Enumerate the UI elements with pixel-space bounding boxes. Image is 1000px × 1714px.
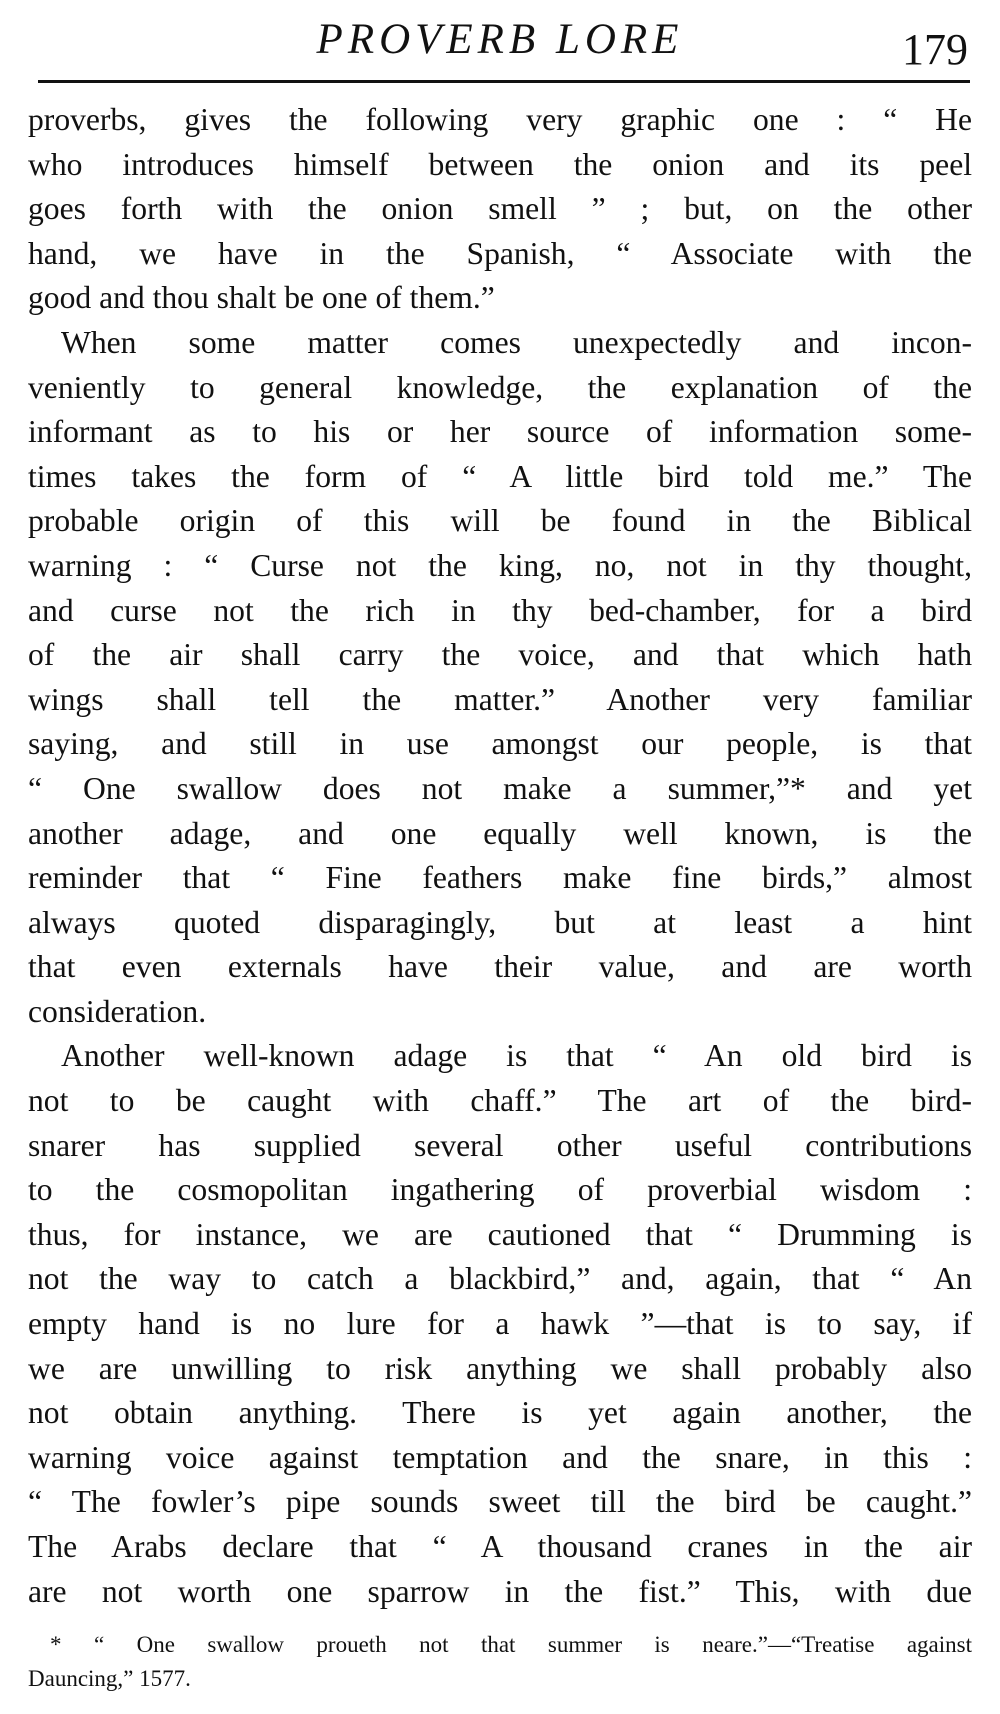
paragraph-line: probable origin of this will be found in the Biblical: [28, 503, 972, 539]
paragraph-1: [28, 98, 972, 321]
paragraph-line: warning voice against temptation and the snare, in this :: [28, 1439, 972, 1475]
paragraph-line: The Arabs declare that “ A thousand cranes in the air: [28, 1529, 972, 1564]
running-title: PROVERB LORE: [316, 16, 684, 63]
paragraph-line: consideration.: [28, 993, 207, 1029]
paragraph-line: “ One swallow does not make a summer,”* and yet: [28, 770, 972, 806]
paragraph-line: warning : “ Curse not the king, no, not in thy thought,: [28, 547, 972, 583]
paragraph-line: not obtain anything. There is yet again another, the: [28, 1395, 972, 1431]
paragraph-line: who introduces himself between the onion and its peel: [28, 146, 972, 182]
paragraph-line: goes forth with the onion smell ” ; but, on the other: [28, 191, 972, 227]
paragraph-line: of the air shall carry the voice, and that which hath: [28, 637, 972, 673]
paragraph-line: proverbs, gives the following very graphic one : “ He: [28, 102, 972, 137]
paragraph-line: to the cosmopolitan ingathering of proverbial wisdom :: [28, 1172, 972, 1208]
paragraph-line: empty hand is no lure for a hawk ”—that is to say, if: [28, 1306, 972, 1342]
paragraph-line: hand, we have in the Spanish, “ Associate with the: [28, 235, 972, 271]
footnote-line: * “ One swallow proueth not that summer is neare.”—“Treatise against: [50, 1632, 972, 1658]
paragraph-line: another adage, and one equally well known, is the: [28, 815, 972, 851]
paragraph-line: “ The fowler’s pipe sounds sweet till the bird be caught.”: [28, 1484, 972, 1520]
paragraph-line: veniently to general knowledge, the explanation of the: [28, 369, 972, 405]
body-text: [28, 98, 972, 1614]
paragraph-line: good and thou shalt be one of them.”: [28, 280, 495, 316]
paragraph-line: saying, and still in use amongst our people, is that: [28, 726, 972, 762]
page-header: [28, 0, 972, 86]
paragraph-line: times takes the form of “ A little bird told me.” The: [28, 458, 972, 494]
paragraph-3: [28, 1034, 972, 1614]
paragraph-line: informant as to his or her source of information some-: [28, 414, 972, 450]
paragraph-line: Another well-known adage is that “ An old bird is: [61, 1038, 972, 1074]
footnote: [28, 1628, 972, 1696]
book-page: [28, 0, 972, 1696]
paragraph-line: that even externals have their value, and are worth: [28, 949, 972, 985]
header-rule: [38, 80, 970, 83]
paragraph-line: not the way to catch a blackbird,” and, again, that “ An: [28, 1261, 972, 1297]
paragraph-line: reminder that “ Fine feathers make fine birds,” almost: [28, 860, 972, 896]
paragraph-line: we are unwilling to risk anything we shall probably also: [28, 1350, 972, 1386]
paragraph-line: thus, for instance, we are cautioned that “ Drumming is: [28, 1216, 972, 1252]
paragraph-line: are not worth one sparrow in the fist.” This, with due: [28, 1573, 972, 1609]
paragraph-line: When some matter comes unexpectedly and incon-: [61, 324, 972, 360]
page-number: 179: [902, 25, 968, 74]
paragraph-line: wings shall tell the matter.” Another very familiar: [28, 681, 972, 717]
paragraph-line: always quoted disparagingly, but at least a hint: [28, 904, 972, 940]
paragraph-line: and curse not the rich in thy bed-chamber, for a bird: [28, 592, 972, 628]
paragraph-2: [28, 321, 972, 1035]
paragraph-line: not to be caught with chaff.” The art of the bird-: [28, 1083, 972, 1119]
paragraph-line: snarer has supplied several other useful contributions: [28, 1127, 972, 1163]
footnote-line: Dauncing,” 1577.: [28, 1666, 191, 1692]
